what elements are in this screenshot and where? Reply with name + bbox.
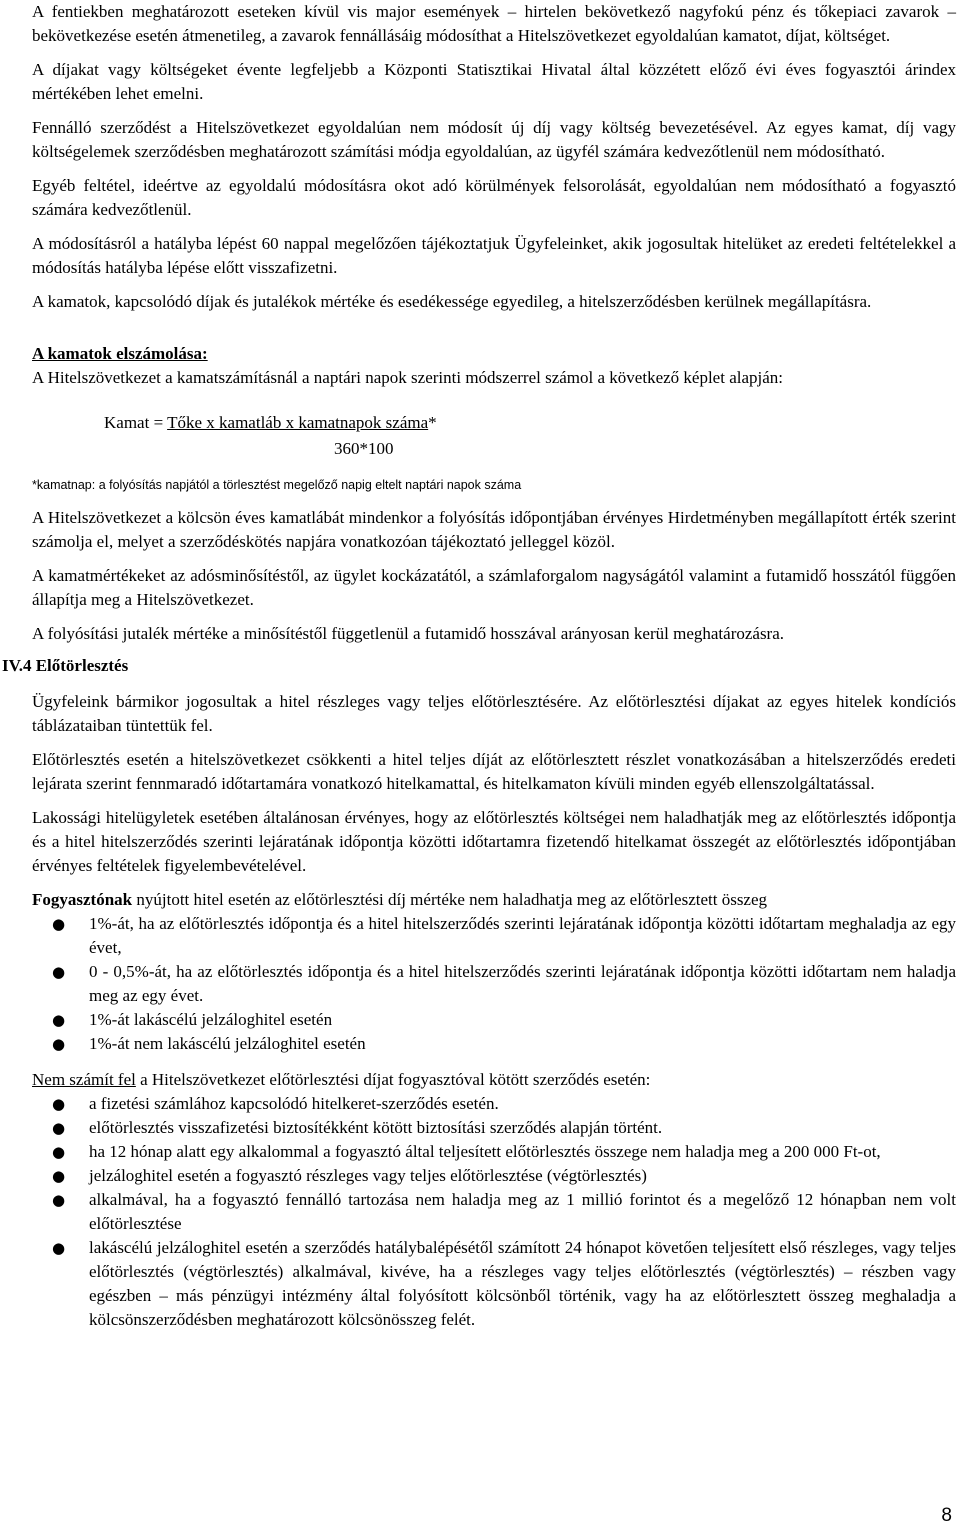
list-item [32, 1032, 956, 1056]
page-number: 8 [941, 1505, 952, 1526]
list-item-text: 1%-át, ha az előtörlesztés időpontja és a hitel hitelszerződés szerinti lejáratának időpontja közötti időtartam meghaladja az egy évet, [89, 914, 956, 957]
list-item [32, 960, 956, 1008]
nofee-list [32, 1092, 956, 1332]
section-heading-prepayment: IV.4 Előtörlesztés [2, 656, 129, 675]
prepayment-paragraph-reduction: Előtörlesztés esetén a hitelszövetkezet csökkenti a hitel teljes díját az előtörlesztett részlet vonatkozásában a hitelszerződés eredeti lejárata szerint fennmaradó időtartamára vonatkozó hitelkamattal, és hitelkamaton kívüli minden egyéb ellenszolgáltatással. [32, 750, 956, 793]
prepayment-paragraph-right: Ügyfeleink bármikor jogosultak a hitel részleges vagy teljes előtörlesztésére. Az előtörlesztési díjakat az egyes hitelek kondíciós táblázataiban tüntettük fel. [32, 692, 956, 735]
formula-prefix: Kamat = [104, 413, 168, 432]
bullet-icon: ● [52, 1143, 66, 1161]
interest-paragraph-annual-rate: A Hitelszövetkezet a kölcsön éves kamatlábát mindenkor a folyósítás időpontjában érvényes Hirdetményben megállapított érték szerint számolja el, melyet a szerződéskötés napjára vonatkozóan tájékoztató jelleggel közöl. [32, 508, 956, 551]
nofee-rest: a Hitelszövetkezet előtörlesztési díjat fogyasztóval kötött szerződés esetén: [135, 1070, 651, 1089]
interest-footnote: *kamatnap: a folyósítás napjától a törlesztést megelőző napig eltelt naptári napok száma [32, 478, 522, 492]
list-item-text: ha 12 hónap alatt egy alkalommal a fogyasztó által teljesített előtörlesztés összege nem haladja meg a 200 000 Ft-ot, [89, 1142, 881, 1161]
list-item [32, 1140, 956, 1164]
list-item [32, 912, 956, 960]
bullet-icon: ● [52, 1095, 66, 1113]
list-item [32, 1116, 956, 1140]
consumer-fee-list [32, 912, 956, 1056]
bullet-icon: ● [52, 1011, 66, 1029]
bullet-icon: ● [52, 1035, 66, 1053]
list-item-text: 1%-át lakáscélú jelzáloghitel esetén [89, 1010, 333, 1029]
list-item-text: lakáscélú jelzáloghitel esetén a szerződés hatálybalépésétől számított 24 hónapot követően teljesített első részleges, vagy teljes előtörlesztés (végtörlesztés) alkalmával, kivéve, ha a részleges vagy teljes előtörlesztés (végtörlesztés) – részben vagy egészben – más pénzügyi intézmény által folyósított kölcsönből történik, vagy ha az előtörlesztett összeg meghaladja a kölcsönszerződésben meghatározott kölcsönösszeg felét. [89, 1238, 956, 1329]
bullet-icon: ● [52, 1119, 66, 1137]
paragraph-other-conditions: Egyéb feltétel, ideértve az egyoldalú módosításra okot adó körülmények felsorolását, egyoldalúan nem módosítható a fogyasztó számára kedvezőtlenül. [32, 176, 956, 219]
paragraph-notice-60-days: A módosításról a hatályba lépést 60 nappal megelőzően tájékoztatjuk Ügyfeleinket, akik jogosultak hitelüket az eredeti feltételekkel a módosítás hatályba lépése előtt visszafizetni. [32, 234, 956, 277]
interest-paragraph-disbursement-fee: A folyósítási jutalék mértéke a minősítéstől függetlenül a futamidő hosszával arányosan kerül meghatározásra. [32, 624, 785, 643]
nofee-intro [32, 1068, 956, 1092]
list-item [32, 1188, 956, 1236]
list-item-text: 1%-át nem lakáscélú jelzáloghitel esetén [89, 1034, 366, 1053]
list-item-text: 0 - 0,5%-át, ha az előtörlesztés időpontja és a hitel hitelszerződés szerinti lejáratának időpontja közötti időtartam nem haladja meg az egy évet. [89, 962, 956, 1005]
paragraph-individual-rates: A kamatok, kapcsolódó díjak és jutalékok mértéke és esedékessége egyedileg, a hitelszerződésben kerülnek megállapításra. [32, 292, 872, 311]
bullet-icon: ● [52, 1239, 66, 1257]
formula-numerator: Tőke x kamatláb x kamatnapok száma [167, 413, 429, 432]
list-item-text: előtörlesztés visszafizetési biztosítékként kötött biztosítási szerződés alapján történt. [89, 1118, 663, 1137]
consumer-rest: nyújtott hitel esetén az előtörlesztési díj mértéke nem haladhatja meg az előtörlesztett összeg [132, 890, 768, 909]
interest-heading: A kamatok elszámolása: [32, 344, 208, 363]
interest-paragraph-rate-factors: A kamatmértékeket az adósminősítéstől, az ügylet kockázatától, a számlaforgalom nagyságától valamint a futamidő hosszától függően állapítja meg a Hitelszövetkezet. [32, 566, 956, 609]
consumer-fee-intro [32, 888, 956, 912]
consumer-bold: Fogyasztónak [32, 890, 133, 909]
list-item [32, 1092, 956, 1116]
paragraph-no-new-fee: Fennálló szerződést a Hitelszövetkezet egyoldalúan nem módosít új díj vagy költség bevezetésével. Az egyes kamat, díj vagy költségelemek szerződésben meghatározott számítási módja egyoldalúan, az ügyfél számára kedvezőtlenül nem módosítható. [32, 118, 956, 161]
prepayment-paragraph-retail: Lakossági hitelügyletek esetében általánosan érvényes, hogy az előtörlesztés költségei nem haladhatják meg az előtörlesztés időpontja és a hitel hitelszerződés szerinti lejáratának időpontja közötti időtartamra fizetendő hitelkamat összegét az előtörlesztés időpontjában érvényes feltételek figyelembevételével. [32, 808, 956, 875]
document-page [2, 0, 956, 1332]
list-item-text: jelzáloghitel esetén a fogyasztó részleges vagy teljes előtörlesztése (végtörlesztés) [89, 1166, 647, 1185]
list-item-text: a fizetési számlához kapcsolódó hitelkeret-szerződés esetén. [89, 1094, 499, 1113]
paragraph-vis-major: A fentiekben meghatározott eseteken kívül vis major események – hirtelen bekövetkező nagyfokú pénz és tőkepiaci zavarok – bekövetkezése esetén átmenetileg, a zavarok fennállásáig módosíthat a Hitelszövetkezet egyoldalúan kamatot, díjat, költséget. [32, 2, 956, 45]
interest-intro: A Hitelszövetkezet a kamatszámításnál a naptári napok szerinti módszerrel számol a következő képlet alapján: [32, 368, 784, 387]
list-item [32, 1008, 956, 1032]
bullet-icon: ● [52, 1167, 66, 1185]
paragraph-fee-increase: A díjakat vagy költségeket évente legfeljebb a Központi Statisztikai Hivatal által közzétett előző évi éves fogyasztói árindex mértékében lehet emelni. [32, 60, 956, 103]
list-item-text: alkalmával, ha a fogyasztó fennálló tartozása nem haladja meg az 1 millió forintot és a megelőző 12 hónapban nem volt előtörlesztése [89, 1190, 956, 1233]
bullet-icon: ● [52, 915, 66, 933]
nofee-underlined: Nem számít fel [32, 1070, 136, 1089]
list-item [32, 1164, 956, 1188]
formula-denominator: 360*100 [334, 439, 394, 458]
bullet-icon: ● [52, 963, 66, 981]
bullet-icon: ● [52, 1191, 66, 1209]
formula-star: * [428, 413, 437, 432]
interest-formula [104, 410, 956, 462]
list-item [32, 1236, 956, 1332]
